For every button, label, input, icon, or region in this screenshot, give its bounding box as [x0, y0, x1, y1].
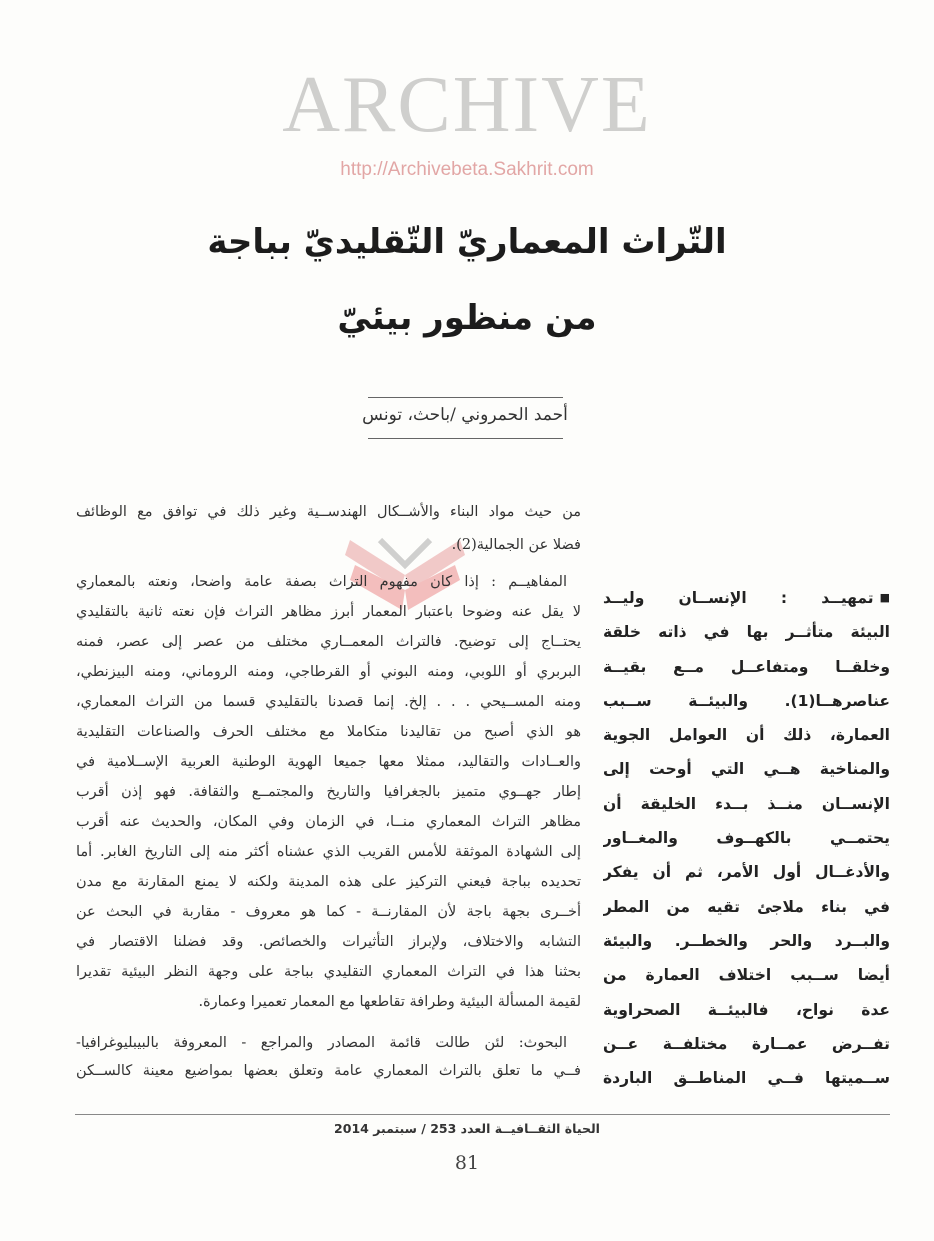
article-title-line-2: من منظور بيئيّ — [337, 298, 597, 338]
text-line: إطار جهــوي متميز بالجغرافيا والتاريخ والمجتمــع والثقافة. فهو إذن أقرب — [76, 784, 581, 800]
text-line: البربري أو اللوبي، ومنه البوني أو القرطاجي، ومنه الروماني، ومنه البيزنطي، — [76, 664, 581, 680]
text-line: تفــرض عمــارة مختلفــة عــن — [603, 1034, 890, 1053]
text-line: والمناخية هــي التي أوحت إلى — [603, 760, 890, 779]
author-rule-bottom — [368, 438, 563, 439]
left-column — [76, 496, 581, 1085]
text-line: عدة نواح، فالبيئــة الصحراوية — [603, 1000, 890, 1019]
text-line: بحثنا هذا في التراث المعماري التقليدي بباجة على وجهة النظر البيئية تقديرا — [76, 964, 581, 980]
text-line: البحوث: لئن طالت قائمة المصادر والمراجع - المعروفة بالبيبليوغرافيا- — [76, 1035, 567, 1051]
text-line: والأدغــال أول الأمر، ثم أن يفكر — [603, 863, 890, 882]
watermark-text: ARCHIVE — [282, 61, 652, 149]
footer-rule — [75, 1114, 890, 1115]
page-number: 81 — [454, 1152, 480, 1174]
text-line: عناصرهــا(1). والبيئــة ســبب — [603, 691, 890, 710]
text-line-content: تمهيــد : الإنســان وليــد — [603, 589, 874, 607]
paragraph-concepts — [76, 567, 581, 1017]
text-line: لا يقل عنه وضوحا باعتبار المعمار أبرز مظاهر التراث فإن نعته ثانية بالتقليدي — [76, 604, 581, 620]
footer-issue-info: الحياة الثقــافيــة العدد 253 / سبتمبر 2014 — [334, 1121, 600, 1136]
text-line: فــي ما تعلق بالتراث المعماري عامة وتعلق بعضها بمواضيع معينة كالســكن — [76, 1063, 581, 1079]
text-line: هو الذي أصبح من تقاليدنا متكاملا مع مختلف الحرف والصناعات التقليدية — [76, 724, 581, 740]
text-line — [603, 581, 890, 615]
paragraph-research — [76, 1029, 581, 1085]
text-line: والعــادات والتقاليد، ممثلا معها جميعا الهوية الوطنية العربية الإســلامية في — [76, 754, 581, 770]
text-line: يحتمــي بالكهــوف والمغــاور — [603, 829, 890, 848]
text-line: البيئة متأثــر بها في ذاته خلقة — [603, 623, 890, 642]
article-title-line-1: التّراث المعماريّ التّقليديّ بباجة — [207, 222, 727, 262]
bullet-square-icon: ■ — [879, 591, 890, 604]
text-line: ســميتها فــي المناطــق الباردة — [603, 1069, 890, 1088]
text-line: والبــرد والحر والخطــر. والبيئة — [603, 931, 890, 950]
text-line: لقيمة المسألة البيئية وطرافة تقاطعها مع المعمار تعميرا وعمارة. — [198, 994, 581, 1010]
text-line: وخلقــا ومتفاعــل مــع بقيــة — [603, 657, 890, 676]
text-line: الإنســان منــذ بــدء الخليقة أن — [603, 794, 890, 813]
text-line: في بناء ملاجئ تقيه من المطر — [603, 897, 890, 916]
text-line: تحديده بباجة فيعني التركيز على هذه المدينة ولكنه لا يمنع المقارنة مع مدن — [76, 874, 581, 890]
paragraph-intro-continued — [76, 496, 581, 562]
watermark-url: http://Archivebeta.Sakhrit.com — [340, 159, 594, 180]
text-line: مظاهر التراث المعماري منــا، في الزمان وفي المكان، والحديث عنه أقرب — [76, 814, 581, 830]
text-line: يحتــاج إلى توضيح. فالتراث المعمــاري مختلف من عصر إلى عصر، فمنه — [76, 634, 581, 650]
right-column — [603, 581, 890, 1095]
text-line: أخــرى بجهة باجة لأن المقارنــة - كما هو معروف - مقاربة في البحث عن — [76, 904, 581, 920]
author-byline: أحمد الحمروني /باحث، تونس — [362, 405, 568, 425]
text-line: أيضا ســبب اختلاف العمارة من — [603, 966, 890, 985]
text-line: ومنه المســيحي . . . إلخ. إنما قصدنا بالتقليدي قسما من التراث المعماري، — [76, 694, 581, 710]
text-line: فضلا عن الجمالية(2). — [451, 537, 581, 553]
text-line: من حيث مواد البناء والأشــكال الهندســية وغير ذلك في توافق مع الوظائف — [76, 504, 581, 520]
text-line: العمارة، ذلك أن العوامل الجوية — [603, 726, 890, 745]
text-line: المفاهيــم : إذا كان مفهوم التراث بصفة عامة واضحا، ونعته بالمعماري — [76, 574, 567, 590]
text-line: التشابه والاختلاف، ولإبراز التأثيرات والخصائص. وقد فضلنا الاقتصار في — [76, 934, 581, 950]
text-line: إلى الشهادة الموثقة للأمس القريب الذي عشناه أكثر منه إلى التاريخ الغابر. أما — [76, 844, 581, 860]
author-rule-top — [368, 397, 563, 398]
